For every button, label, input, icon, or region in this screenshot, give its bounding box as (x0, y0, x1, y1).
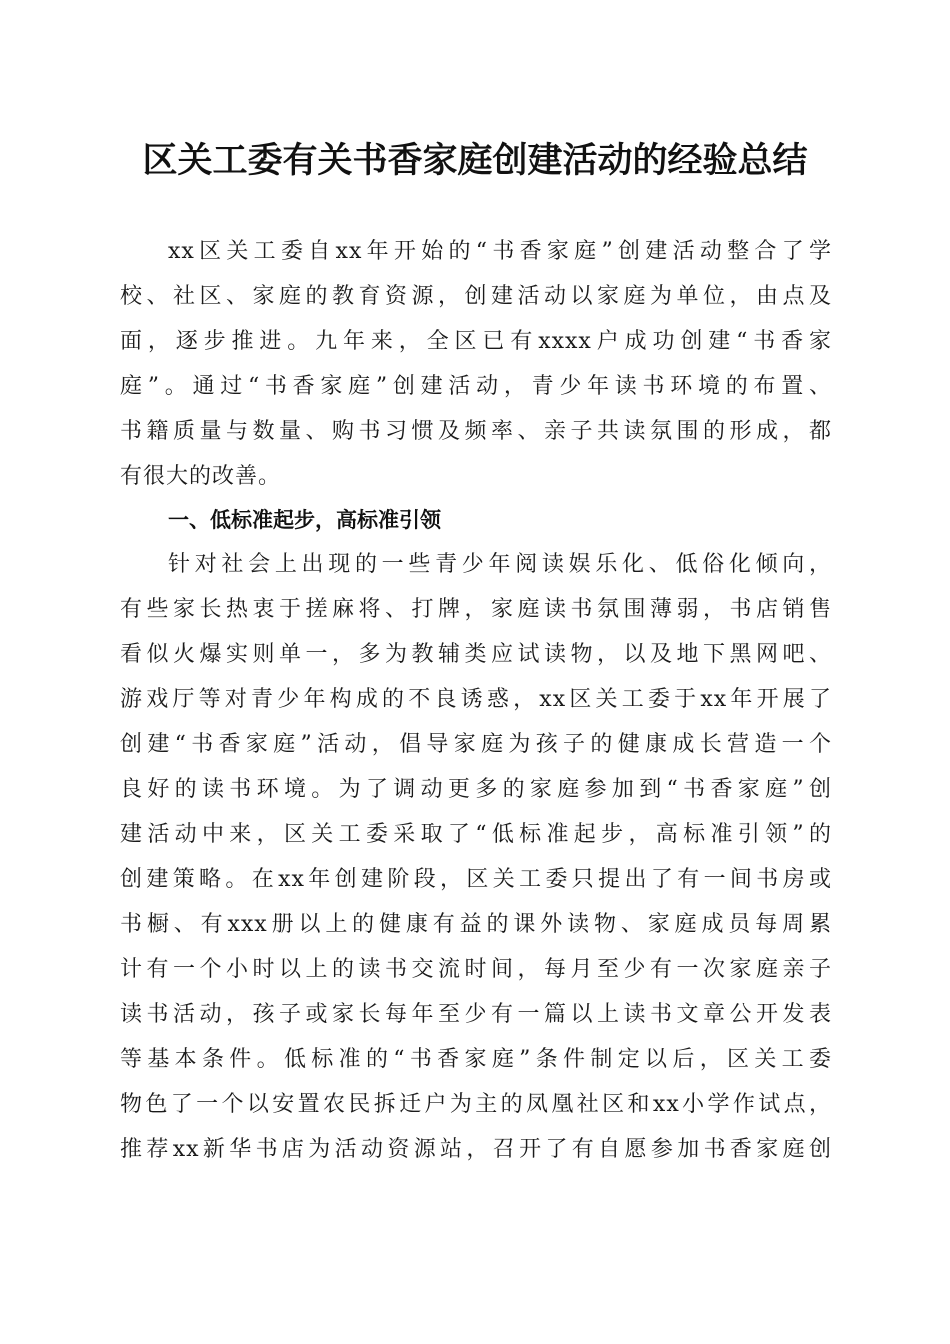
paragraph-2-line: 游戏厅等对青少年构成的不良诱惑，xx区关工委于xx年开展了 (120, 687, 832, 712)
paragraph-2-line: 建活动中来，区关工委采取了“低标准起步，高标准引领”的 (120, 822, 832, 847)
paragraph-2-line: 等基本条件。低标准的“书香家庭”条件制定以后，区关工委 (120, 1047, 832, 1072)
paragraph-2-line: 创建策略。在xx年创建阶段，区关工委只提出了有一间书房或 (120, 867, 832, 892)
paragraph-1-line: 有很大的改善。 (120, 464, 282, 489)
paragraph-2-line: 良好的读书环境。为了调动更多的家庭参加到“书香家庭”创 (120, 777, 832, 802)
paragraph-1-line: 庭”。通过“书香家庭”创建活动，青少年读书环境的布置、 (120, 374, 832, 399)
paragraph-2-line: 看似火爆实则单一，多为教辅类应试读物，以及地下黑网吧、 (120, 642, 832, 667)
paragraph-1-line: xx区关工委自xx年开始的“书香家庭”创建活动整合了学 (168, 239, 832, 264)
paragraph-2-line: 物色了一个以安置农民拆迁户为主的凤凰社区和xx小学作试点， (120, 1092, 832, 1117)
paragraph-1-line: 校、社区、家庭的教育资源，创建活动以家庭为单位，由点及 (120, 284, 832, 309)
paragraph-2-line: 书橱、有xxx册以上的健康有益的课外读物、家庭成员每周累 (120, 912, 832, 937)
paragraph-2-line: 计有一个小时以上的读书交流时间，每月至少有一次家庭亲子 (120, 957, 832, 982)
document-title: 区关工委有关书香家庭创建活动的经验总结 (142, 140, 808, 181)
paragraph-2-line: 有些家长热衷于搓麻将、打牌，家庭读书氛围薄弱，书店销售 (120, 597, 832, 622)
paragraph-2-line: 创建“书香家庭”活动，倡导家庭为孩子的健康成长营造一个 (120, 732, 832, 757)
paragraph-2-line: 针对社会上出现的一些青少年阅读娱乐化、低俗化倾向， (168, 552, 832, 577)
paragraph-2-line: 推荐xx新华书店为活动资源站，召开了有自愿参加书香家庭创 (120, 1137, 832, 1162)
paragraph-2-line: 读书活动，孩子或家长每年至少有一篇以上读书文章公开发表 (120, 1002, 832, 1027)
paragraph-1-line: 面，逐步推进。九年来，全区已有xxxx户成功创建“书香家 (120, 329, 832, 354)
section-heading: 一、低标准起步，高标准引领 (168, 508, 441, 532)
paragraph-1-line: 书籍质量与数量、购书习惯及频率、亲子共读氛围的形成，都 (120, 419, 832, 444)
